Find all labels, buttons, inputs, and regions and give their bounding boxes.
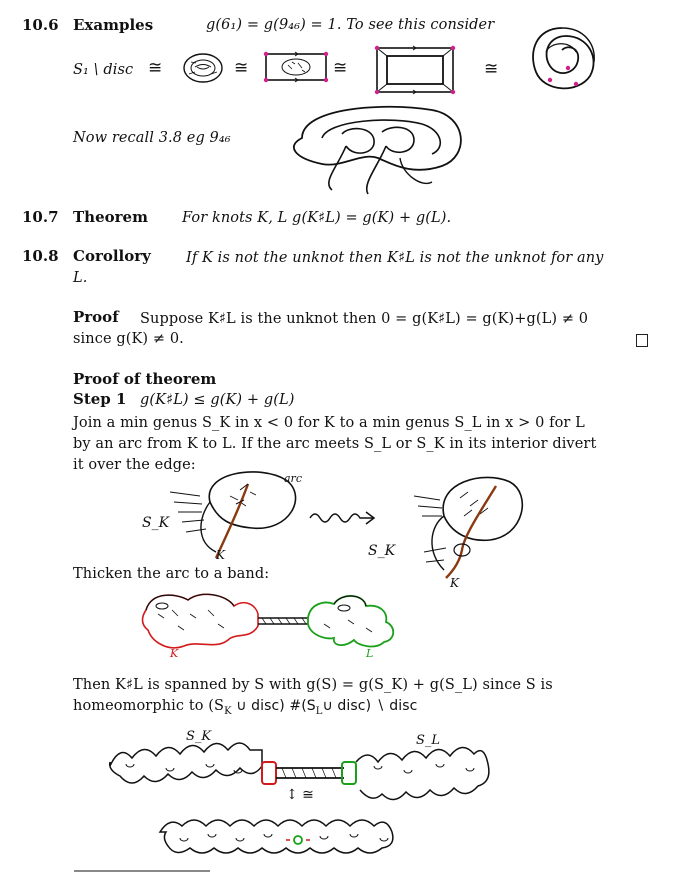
qed-square — [636, 334, 648, 347]
l-label-band: L — [366, 647, 374, 660]
step-1-label: Step 1 — [73, 390, 127, 408]
proof-para-line-2: by an arc from K to L. If the arc meets S_L or S_K in its interior divert — [73, 436, 597, 452]
conclusion-part-e: ∪ disc) ∖ disc — [322, 698, 418, 714]
approx-symbol-4: ≅ — [484, 59, 499, 79]
footer-rule — [74, 868, 214, 874]
corollory-line-1: If K is not the unknot then K♯L is not the unknot for any — [186, 250, 604, 266]
thicken-text: Thicken the arc to a band: — [73, 566, 270, 582]
k-label-band: K — [170, 647, 179, 660]
proof-of-theorem-title: Proof of theorem — [73, 370, 217, 388]
punctured-torus-sketch — [183, 52, 225, 84]
knot-9-46-surface-sketch — [282, 98, 472, 198]
conclusion-sub-k: K — [224, 705, 232, 717]
section-title-corollory: Corollory — [73, 247, 151, 265]
spiral-surface-sketch — [526, 22, 598, 98]
theorem-statement: For knots K, L g(K♯L) = g(K) + g(L). — [182, 210, 452, 226]
proof-line-2: since g(K) ≠ 0. — [73, 331, 184, 347]
sk-label-left: S_K — [142, 515, 170, 531]
arc-over-surface-right-sketch — [400, 466, 540, 586]
sl-label-final: S_L — [416, 733, 441, 748]
section-number-10-7: 10.7 — [22, 208, 59, 226]
k-label-right: K — [450, 576, 459, 590]
squiggle-arrow — [308, 506, 378, 528]
proof-line-1: Suppose K♯L is the unknot then 0 = g(K♯L) = g(K)+g(L) ≠ 0 — [140, 311, 589, 327]
proof-para-line-1: Join a min genus S_K in x < 0 for K to a min genus S_L in x > 0 for L — [73, 415, 585, 431]
conclusion-line-1: Then K♯L is spanned by S with g(S) = g(S_K) + g(S_L) since S is — [73, 677, 553, 693]
section-title-theorem: Theorem — [73, 208, 148, 226]
connected-sum-surface-sketch — [104, 740, 504, 870]
conclusion-line-2 — [73, 697, 417, 721]
section-number-10-6: 10.6 — [22, 16, 59, 34]
conclusion-part-a: homeomorphic to (S — [73, 698, 225, 714]
conclusion-sub-l: L — [315, 705, 323, 717]
proof-para-line-3: it over the edge: — [73, 457, 196, 473]
s1-minus-disc-label: S₁ \ disc — [73, 62, 134, 78]
approx-symbol-2: ≅ — [234, 58, 249, 78]
corollory-line-2: L. — [73, 270, 88, 286]
frame-with-bands-sketch — [365, 40, 465, 100]
sk-label-final: S_K — [186, 729, 212, 744]
section-title-examples: Examples — [73, 16, 154, 34]
square-with-glued-sides-sketch — [262, 50, 330, 84]
section-number-10-8: 10.8 — [22, 247, 59, 265]
approx-symbol-3: ≅ — [333, 58, 348, 78]
approx-symbol-1: ≅ — [148, 58, 163, 78]
arc-label: arc — [284, 472, 302, 485]
step-1-inequality: g(K♯L) ≤ g(K) + g(L) — [140, 392, 295, 408]
k-label-left: K — [216, 548, 225, 562]
conclusion-part-c: ∪ disc) #(S — [231, 698, 316, 714]
recall-text: Now recall 3.8 eg 9₄₆ — [73, 130, 231, 146]
sk-label-right: S_K — [368, 543, 396, 559]
proof-title: Proof — [73, 308, 119, 326]
examples-statement: g(6₁) = g(9₄₆) = 1. To see this consider — [206, 17, 495, 33]
homeomorphic-arrow: ↕ ≅ — [286, 787, 314, 803]
